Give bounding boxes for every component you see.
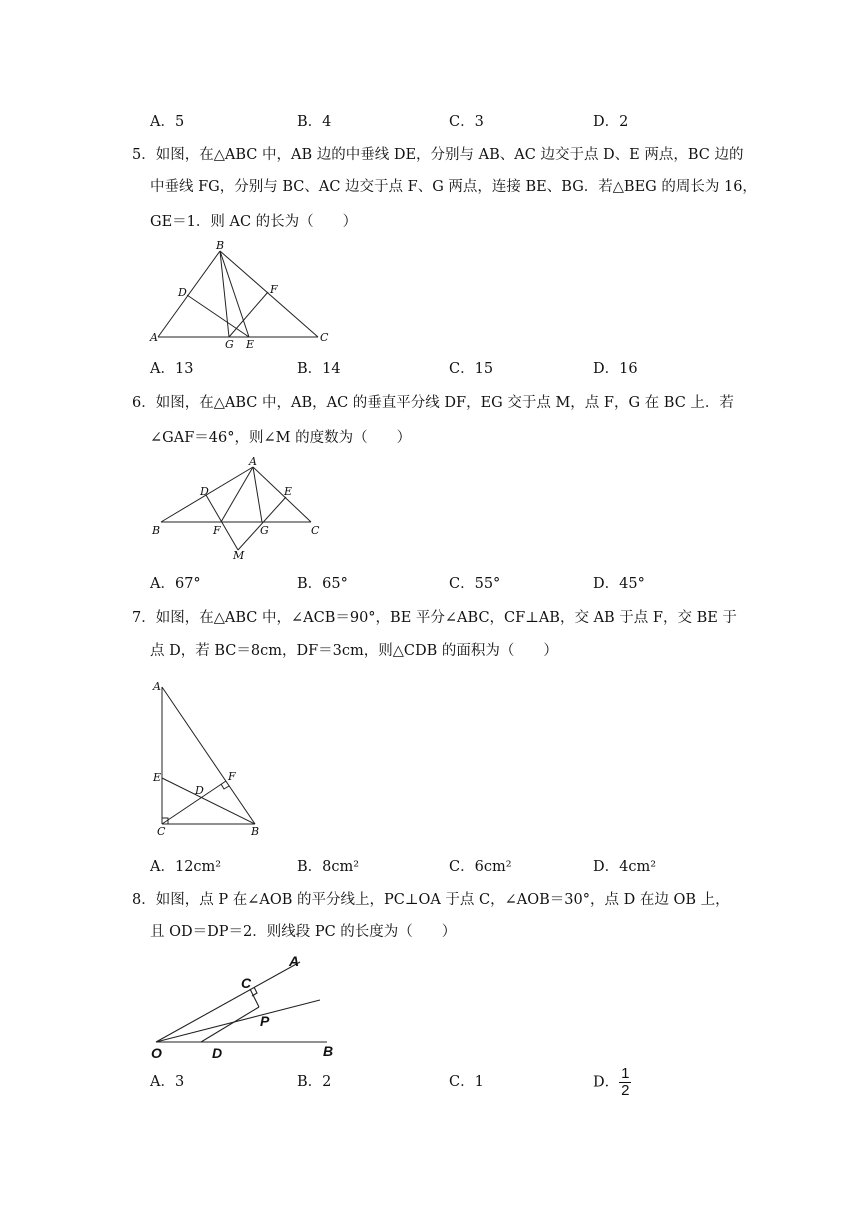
q6-option-c: C．55°	[449, 576, 501, 592]
q8-option-c: C．1	[449, 1074, 484, 1090]
q7-option-a: A．12cm²	[150, 859, 222, 875]
q8-label-p: P	[260, 1013, 270, 1029]
fraction-denominator: 2	[621, 1082, 630, 1099]
q8-option-b: B．2	[297, 1074, 332, 1090]
q8-label-c: C	[241, 975, 252, 991]
q6-label-b: B	[152, 524, 161, 537]
q7-label-a: A	[153, 680, 161, 693]
q7-figure	[145, 676, 275, 841]
q4-option-a: A．5	[150, 114, 185, 130]
q8-option-a: A．3	[150, 1074, 185, 1090]
q8-option-d	[593, 1066, 631, 1099]
q7-option-c: C．6cm²	[449, 859, 512, 875]
q6-stem-line-2: ∠GAF＝46°，则∠M 的度数为（ ）	[150, 430, 412, 446]
q7-option-d: D．4cm²	[593, 859, 657, 875]
q5-label-e: E	[246, 338, 255, 350]
q7-option-b: B．8cm²	[297, 859, 360, 875]
q7-label-d: D	[195, 784, 204, 797]
q5-option-a: A．13	[150, 361, 194, 377]
q6-option-d: D．45°	[593, 576, 645, 592]
q7-label-c: C	[157, 825, 166, 838]
q8-stem-line-2: 且 OD＝DP＝2．则线段 PC 的长度为（ ）	[150, 924, 457, 940]
q5-stem-line-1: 5．如图，在△ABC 中，AB 边的中垂线 DE，分别与 AB、AC 边交于点 D、E 两点，BC 边的	[132, 147, 744, 163]
q8-option-d-letter: D．	[593, 1074, 620, 1091]
q5-label-a: A	[150, 331, 158, 344]
q4-option-b: B．4	[297, 114, 332, 130]
q7-label-b: B	[251, 825, 260, 838]
q6-label-a: A	[249, 455, 257, 468]
q7-label-f: F	[228, 770, 236, 783]
q6-figure	[145, 455, 335, 565]
q6-stem-line-1: 6．如图，在△ABC 中，AB，AC 的垂直平分线 DF，EG 交于点 M，点 F，G 在 BC 上．若	[132, 395, 734, 411]
q7-label-e: E	[153, 771, 162, 784]
q5-stem-line-3: GE＝1．则 AC 的长为（ ）	[150, 214, 358, 230]
q8-option-d-fraction	[619, 1066, 631, 1099]
q8-label-a: A	[289, 953, 300, 969]
q8-stem-line-1: 8．如图，点 P 在∠AOB 的平分线上，PC⊥OA 于点 C，∠AOB＝30°，点 D 在边 OB 上，	[132, 892, 730, 908]
q5-label-f: F	[270, 283, 278, 296]
q6-option-b: B．65°	[297, 576, 348, 592]
q5-stem-line-2: 中垂线 FG，分别与 BC、AC 边交于点 F、G 两点，连接 BE、BG．若△BEG 的周长为 16，	[150, 179, 757, 195]
q6-label-d: D	[200, 485, 209, 498]
q5-label-g: G	[225, 338, 234, 350]
q7-stem-line-1: 7．如图，在△ABC 中，∠ACB＝90°，BE 平分∠ABC，CF⊥AB，交 AB 于点 F，交 BE 于	[132, 610, 737, 626]
fraction-numerator: 1	[621, 1065, 630, 1082]
q8-label-o: O	[151, 1045, 162, 1061]
q6-label-m: M	[233, 549, 245, 562]
q5-figure	[140, 238, 340, 350]
q5-option-b: B．14	[297, 361, 341, 377]
q8-label-d: D	[212, 1045, 223, 1061]
q8-figure	[140, 950, 350, 1062]
q6-label-e: E	[284, 485, 293, 498]
q5-label-c: C	[320, 331, 329, 344]
q7-stem-line-2: 点 D，若 BC＝8cm，DF＝3cm，则△CDB 的面积为（ ）	[150, 643, 558, 659]
q8-label-b: B	[323, 1043, 334, 1059]
q4-option-d: D．2	[593, 114, 629, 130]
q5-label-d: D	[178, 286, 187, 299]
q5-option-d: D．16	[593, 361, 638, 377]
q6-label-c: C	[311, 524, 320, 537]
q6-label-g: G	[260, 524, 269, 537]
q6-label-f: F	[213, 524, 221, 537]
q5-label-b: B	[216, 239, 225, 252]
q5-option-c: C．15	[449, 361, 494, 377]
q4-option-c: C．3	[449, 114, 484, 130]
q6-option-a: A．67°	[150, 576, 201, 592]
